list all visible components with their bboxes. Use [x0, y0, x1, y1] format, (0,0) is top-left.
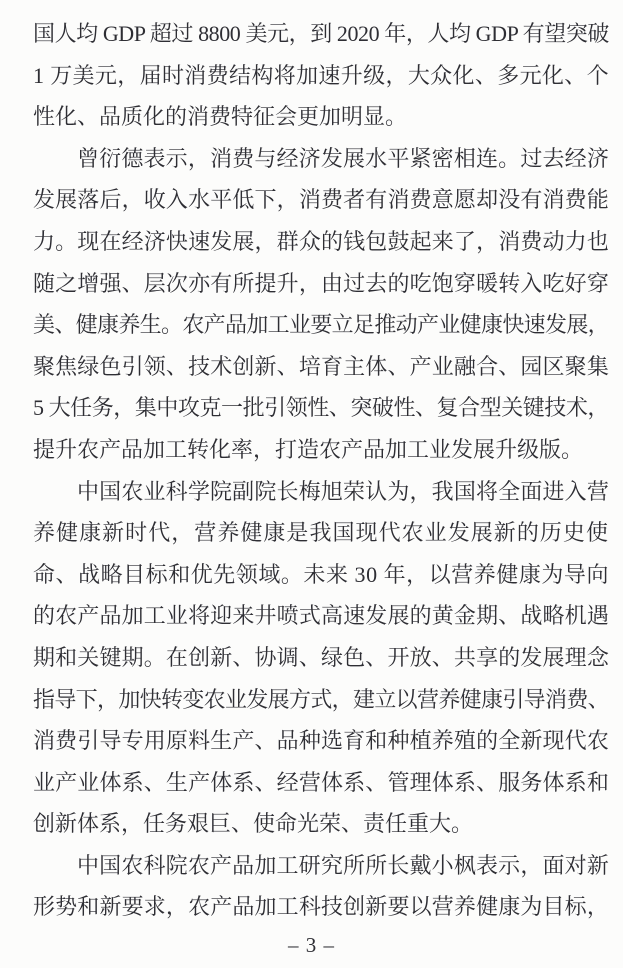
text-line: [33, 13, 609, 55]
text-line-content: 期和关键期。在创新、协调、绿色、开放、共享的发展理念: [33, 644, 609, 670]
page-number: – 3 –: [288, 933, 335, 957]
text-line: [33, 55, 609, 97]
text-line: [33, 387, 609, 429]
text-line-content: 发展落后，收入水平低下，消费者有消费意愿却没有消费能: [33, 187, 609, 213]
text-line-content: 消费引导专用原料生产、品种选育和种植养殖的全新现代农: [33, 728, 609, 754]
text-line-content: 5 大任务，集中攻克一批引领性、突破性、复合型关键技术，: [33, 395, 609, 421]
text-line: [33, 720, 609, 762]
text-line-content: 中国农业科学院副院长梅旭荣认为，我国将全面进入营: [77, 478, 609, 504]
text-line: [33, 179, 609, 221]
text-line: [33, 595, 609, 637]
text-line-content: 养健康新时代，营养健康是我国现代农业发展新的历史使: [33, 520, 609, 546]
text-line: [33, 803, 609, 845]
text-line: [33, 845, 609, 887]
text-line-content: 的农产品加工业将迎来井喷式高速发展的黄金期、战略机遇: [33, 603, 609, 629]
text-line-content: 命、战略目标和优先领域。未来 30 年，以营养健康为导向: [33, 561, 609, 587]
text-line: [33, 679, 609, 721]
text-line-content: 随之增强、层次亦有所提升，由过去的吃饱穿暖转入吃好穿: [33, 270, 609, 296]
text-line-content: 创新体系，任务艰巨、使命光荣、责任重大。: [33, 811, 474, 837]
text-line: [33, 554, 609, 596]
text-line-content: 1 万美元，届时消费结构将加速升级，大众化、多元化、个: [33, 62, 609, 88]
text-line-content: 业产业体系、生产体系、经营体系、管理体系、服务体系和: [33, 769, 609, 795]
text-line-content: 美、健康养生。农产品加工业要立足推动产业健康快速发展，: [33, 312, 609, 338]
text-line: [33, 346, 609, 388]
text-line-content: 形势和新要求，农产品加工科技创新要以营养健康为目标，: [33, 894, 609, 920]
page-footer: [0, 930, 623, 960]
text-line-content: 提升农产品加工转化率，打造农产品加工业发展升级版。: [33, 436, 584, 462]
text-line-content: 力。现在经济快速发展，群众的钱包鼓起来了，消费动力也: [33, 228, 609, 254]
text-line: [33, 429, 609, 471]
text-line: [33, 263, 609, 305]
text-line: [33, 96, 609, 138]
text-line-content: 曾衍德表示，消费与经济发展水平紧密相连。过去经济: [77, 145, 609, 171]
text-line: [33, 637, 609, 679]
text-line: [33, 512, 609, 554]
text-line: [33, 762, 609, 804]
text-line: [33, 471, 609, 513]
text-line: [33, 138, 609, 180]
text-line-content: 聚焦绿色引领、技术创新、培育主体、产业融合、园区聚集: [33, 353, 609, 379]
text-line-content: 指导下，加快转变农业发展方式，建立以营养健康引导消费、: [33, 686, 609, 712]
document-text: [33, 13, 609, 928]
text-line: [33, 886, 609, 928]
text-line-content: 国人均 GDP 超过 8800 美元，到 2020 年，人均 GDP 有望突破: [33, 21, 609, 46]
text-line: [33, 304, 609, 346]
text-line-content: 中国农科院农产品加工研究所所长戴小枫表示，面对新: [77, 852, 609, 878]
text-line: [33, 221, 609, 263]
text-line-content: 性化、品质化的消费特征会更加明显。: [33, 104, 408, 130]
